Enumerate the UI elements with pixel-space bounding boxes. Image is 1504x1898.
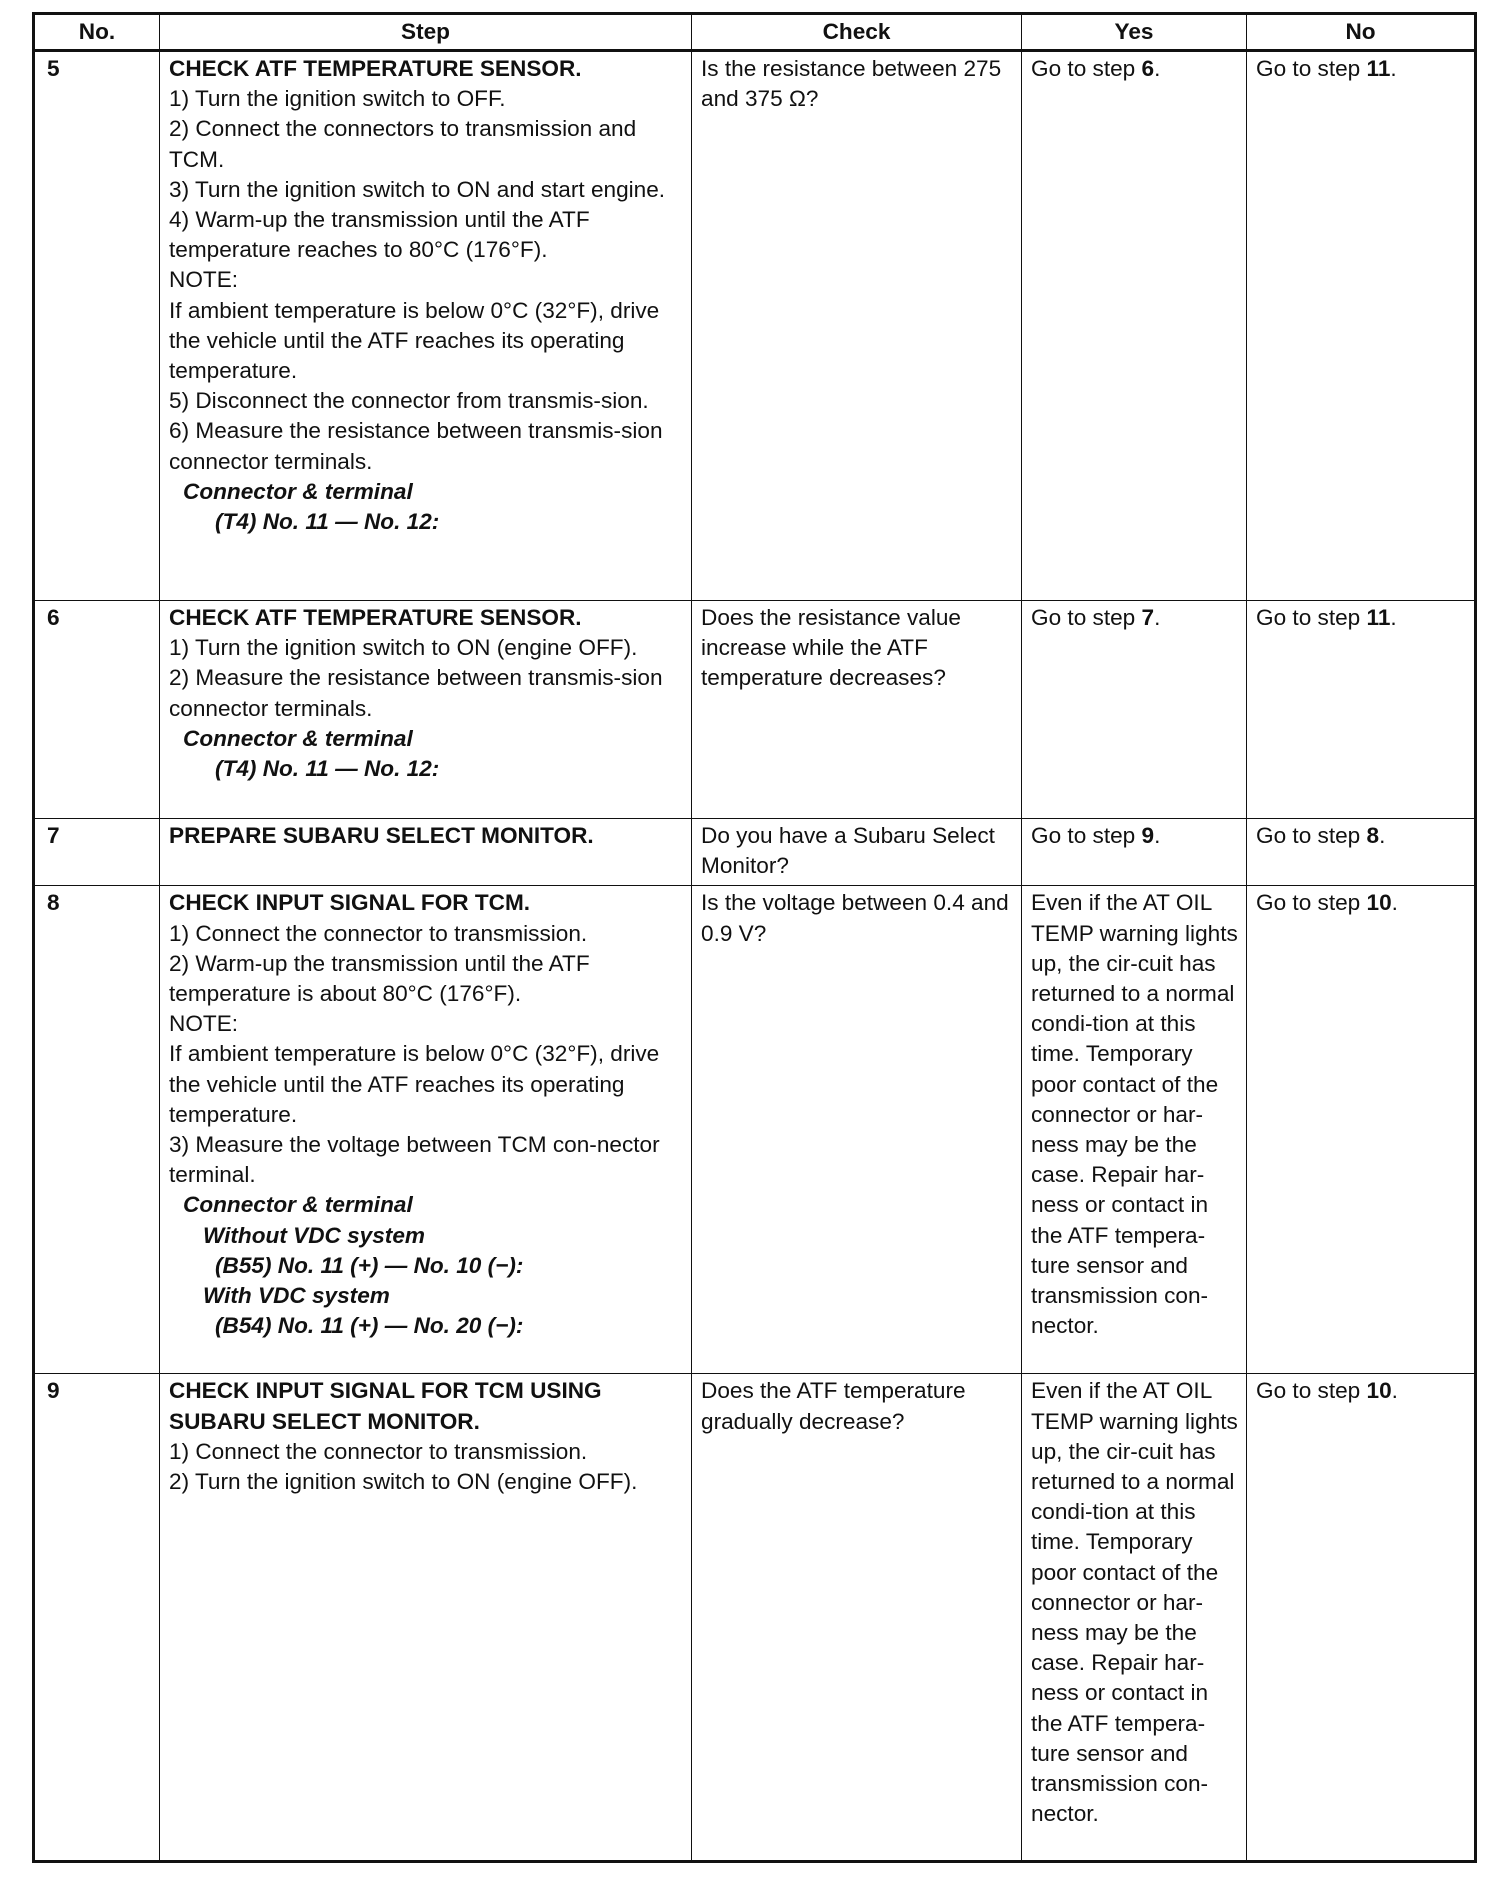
check-cell: Does the resistance value increase while the ATF temperature decreases? <box>692 601 1022 819</box>
connector-terminal-label: Connector & terminal <box>183 478 413 504</box>
step-line: 2) Measure the resistance between transmis-sion connector terminals. <box>169 665 663 721</box>
no-prefix: Go to step <box>1256 823 1367 848</box>
header-yes: Yes <box>1022 14 1247 51</box>
no-cell <box>1247 886 1476 1374</box>
step-number: 9 <box>34 1374 160 1862</box>
step-number: 8 <box>34 886 160 1374</box>
header-check: Check <box>692 14 1022 51</box>
step-line: 2) Warm-up the transmission until the ATF temperature is about 80°C (176°F). <box>169 950 590 1007</box>
step-line: 1) Connect the connector to transmission. <box>169 1438 588 1464</box>
step-number: 6 <box>34 601 160 819</box>
yes-cell: Even if the AT OIL TEMP warning lights up, the cir-cuit has returned to a normal condi-tion at this time. Temporary poor contact of the connector or har-ness may be the case. Repair har-ness or contact in the ATF tempera-ture sensor and transmission con-nector. <box>1022 1374 1247 1862</box>
table-row <box>34 51 1476 601</box>
step-title: CHECK ATF TEMPERATURE SENSOR. <box>169 605 582 630</box>
no-prefix: Go to step <box>1256 605 1367 630</box>
step-line: 3) Turn the ignition switch to ON and start engine. <box>169 176 666 202</box>
yes-suffix: . <box>1154 605 1161 630</box>
no-step-ref: 11 <box>1366 56 1391 81</box>
no-suffix: . <box>1379 823 1386 848</box>
step-line: 4) Warm-up the transmission until the ATF temperature reaches to 80°C (176°F). <box>169 207 590 263</box>
connector-terminal-spec: (T4) No. 11 — No. 12: <box>215 756 440 782</box>
check-cell: Is the voltage between 0.4 and 0.9 V? <box>692 886 1022 1374</box>
no-suffix: . <box>1390 605 1397 630</box>
yes-cell <box>1022 51 1247 601</box>
step-title: CHECK ATF TEMPERATURE SENSOR. <box>169 56 582 81</box>
yes-step-ref: 9 <box>1141 823 1155 848</box>
no-step-ref: 10 <box>1366 1378 1392 1404</box>
troubleshooting-table <box>32 12 1477 1863</box>
yes-prefix: Go to step <box>1031 605 1142 630</box>
step-line: 2) Connect the connectors to transmission and TCM. <box>169 116 637 172</box>
system-variant-label: Without VDC system <box>203 1222 425 1248</box>
step-line: 6) Measure the resistance between transmis-sion connector terminals. <box>169 418 663 474</box>
step-note-label: NOTE: <box>169 1011 239 1037</box>
header-no: No. <box>34 14 160 51</box>
table-header-row <box>34 14 1476 51</box>
connector-terminal-label: Connector & terminal <box>183 1192 413 1218</box>
no-step-ref: 8 <box>1366 823 1380 848</box>
yes-cell: Even if the AT OIL TEMP warning lights up, the cir-cuit has returned to a normal condi-tion at this time. Temporary poor contact of the connector or har-ness may be the case. Repair har-ness or contact in the ATF tempera-ture sensor and transmission con-nector. <box>1022 886 1247 1374</box>
header-no-action: No <box>1247 14 1476 51</box>
yes-cell <box>1022 819 1247 886</box>
step-description <box>160 51 692 601</box>
yes-step-ref: 6 <box>1141 56 1155 81</box>
check-cell: Do you have a Subaru Select Monitor? <box>692 819 1022 886</box>
yes-prefix: Go to step <box>1031 823 1142 848</box>
yes-step-ref: 7 <box>1141 605 1155 630</box>
step-line: 1) Turn the ignition switch to ON (engine OFF). <box>169 635 638 661</box>
step-line: 3) Measure the voltage between TCM con-nector terminal. <box>169 1132 660 1188</box>
step-description <box>160 819 692 886</box>
yes-cell <box>1022 601 1247 819</box>
no-cell <box>1247 1374 1476 1862</box>
check-cell: Does the ATF temperature gradually decrease? <box>692 1374 1022 1862</box>
no-cell <box>1247 601 1476 819</box>
no-prefix: Go to step <box>1256 1378 1367 1404</box>
step-line: 2) Turn the ignition switch to ON (engine OFF). <box>169 1469 638 1495</box>
system-variant-label: With VDC system <box>203 1283 390 1309</box>
no-prefix: Go to step <box>1256 56 1367 81</box>
table-row <box>34 819 1476 886</box>
no-prefix: Go to step <box>1256 890 1367 916</box>
step-title: PREPARE SUBARU SELECT MONITOR. <box>169 823 594 848</box>
step-title: CHECK INPUT SIGNAL FOR TCM. <box>169 890 531 916</box>
table-row <box>34 601 1476 819</box>
step-description <box>160 886 692 1374</box>
no-suffix: . <box>1390 56 1397 81</box>
step-note-text: If ambient temperature is below 0°C (32°F), drive the vehicle until the ATF reaches its operating temperature. <box>169 1041 660 1127</box>
no-suffix: . <box>1391 890 1398 916</box>
connector-terminal-label: Connector & terminal <box>183 725 413 751</box>
yes-suffix: . <box>1154 56 1161 81</box>
step-number: 7 <box>34 819 160 886</box>
no-step-ref: 10 <box>1366 890 1392 916</box>
no-suffix: . <box>1391 1378 1398 1404</box>
yes-suffix: . <box>1154 823 1161 848</box>
table-row <box>34 886 1476 1374</box>
no-cell <box>1247 51 1476 601</box>
step-title: CHECK INPUT SIGNAL FOR TCM USING SUBARU SELECT MONITOR. <box>169 1378 602 1434</box>
step-number: 5 <box>34 51 160 601</box>
step-note-label: NOTE: <box>169 267 239 293</box>
step-description <box>160 601 692 819</box>
connector-terminal-spec: (B54) No. 11 (+) — No. 20 (−): <box>215 1313 524 1339</box>
step-line: 1) Turn the ignition switch to OFF. <box>169 86 506 112</box>
connector-terminal-spec: (B55) No. 11 (+) — No. 10 (−): <box>215 1252 524 1278</box>
no-step-ref: 11 <box>1366 605 1391 630</box>
step-line: 5) Disconnect the connector from transmis-sion. <box>169 388 649 414</box>
yes-prefix: Go to step <box>1031 56 1142 81</box>
check-cell: Is the resistance between 275 and 375 Ω? <box>692 51 1022 601</box>
step-note-text: If ambient temperature is below 0°C (32°F), drive the vehicle until the ATF reaches its operating temperature. <box>169 297 660 384</box>
table-row <box>34 1374 1476 1862</box>
header-step: Step <box>160 14 692 51</box>
step-line: 1) Connect the connector to transmission. <box>169 920 588 946</box>
step-description <box>160 1374 692 1862</box>
no-cell <box>1247 819 1476 886</box>
connector-terminal-spec: (T4) No. 11 — No. 12: <box>215 509 440 535</box>
